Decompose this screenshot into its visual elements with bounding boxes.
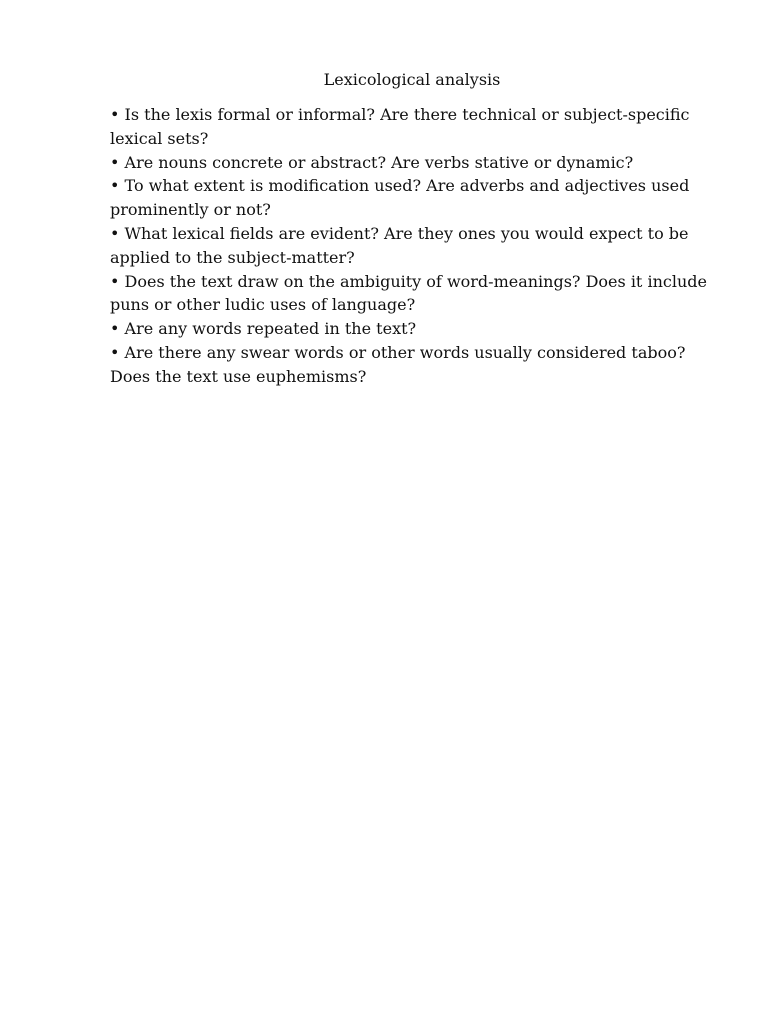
list-item-text: Does the text draw on the ambiguity of word-meanings? Does it include [124,271,707,291]
list-item-line [110,103,710,127]
list-item-line [110,151,710,175]
list-item [110,317,710,341]
list-item-line [110,270,710,294]
list-item [110,341,710,389]
list-item-line: Does the text use euphemisms? [110,366,367,386]
bullet-icon: • [110,342,120,362]
list-item-line [110,341,710,365]
list-item [110,174,710,222]
list-item-text: What lexical fields are evident? Are they ones you would expect to be [124,223,689,243]
list-item-line: prominently or not? [110,200,271,220]
list-item-text: To what extent is modification used? Are adverbs and adjectives used [124,176,690,196]
bullet-icon: • [110,319,120,339]
bullet-icon: • [110,271,120,291]
document-title: Lexicological analysis [323,70,501,89]
list-item-line [110,317,710,341]
list-item-text: Are there any swear words or other words usually considered taboo? [124,342,686,362]
list-item [110,222,710,270]
list-item-line: lexical sets? [110,128,209,148]
list-item-text: Are nouns concrete or abstract? Are verbs stative or dynamic? [124,152,634,172]
list-item-line: puns or other ludic uses of language? [110,295,416,315]
list-item [110,151,710,175]
bullet-icon: • [110,223,120,243]
list-item-line: applied to the subject-matter? [110,247,355,267]
list-item-text: Are any words repeated in the text? [124,319,417,339]
list-item-text: Is the lexis formal or informal? Are there technical or subject-specific [124,105,690,124]
bullet-icon: • [110,105,120,124]
list-item-line [110,174,710,198]
list-item-line [110,222,710,246]
bullet-icon: • [110,152,120,172]
question-list [110,103,710,389]
list-item [110,103,710,151]
list-item [110,270,710,318]
bullet-icon: • [110,176,120,196]
